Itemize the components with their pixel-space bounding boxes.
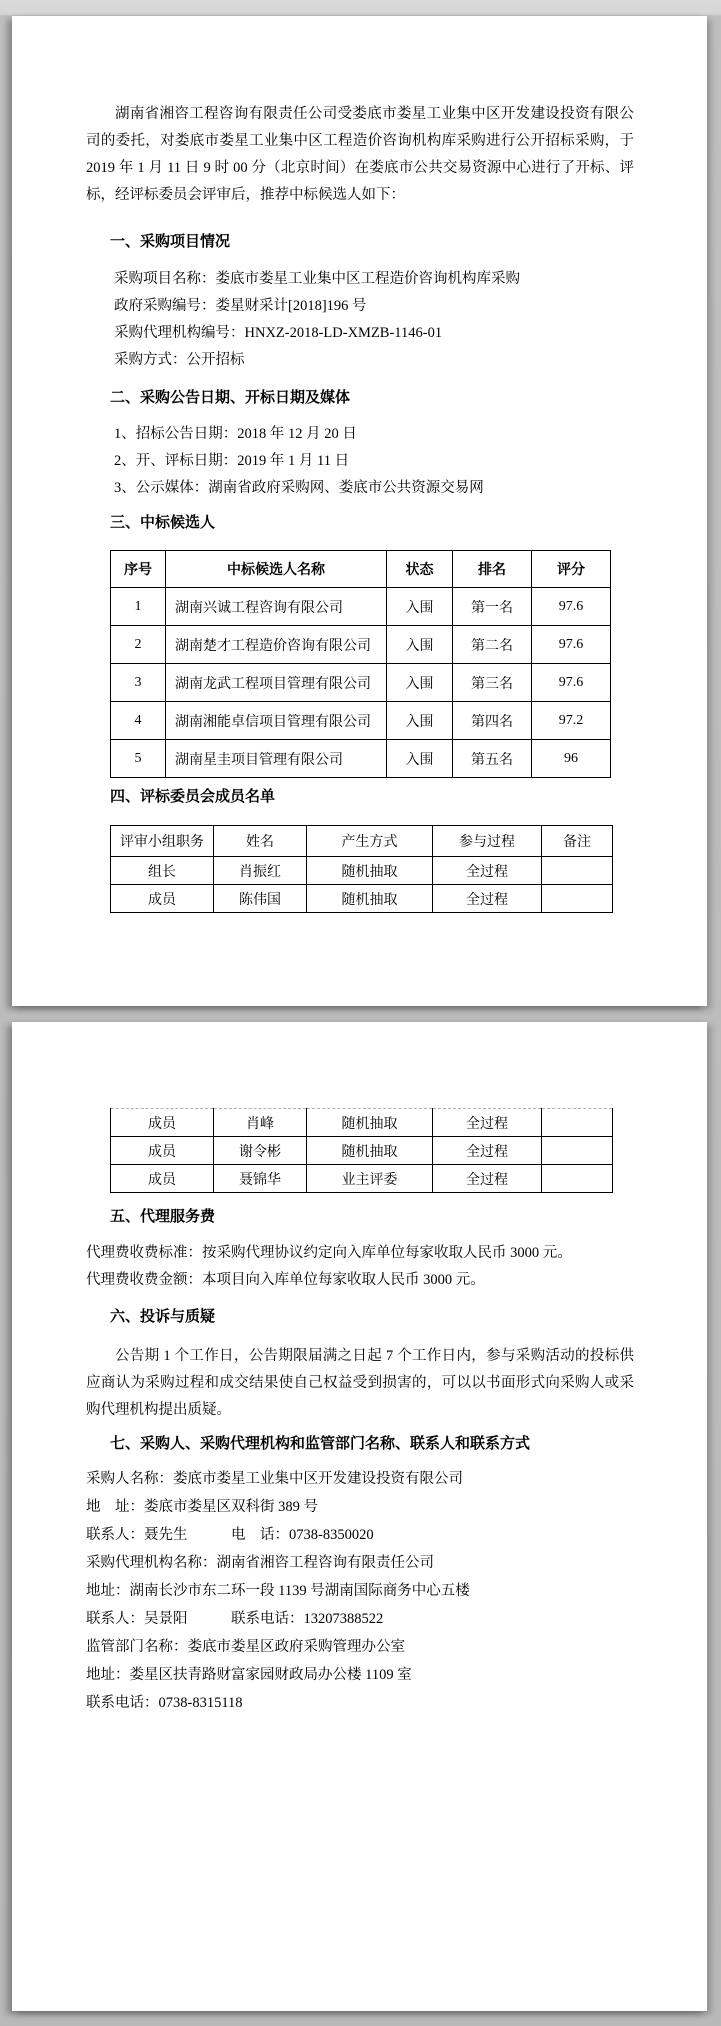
- table-cell: 入围: [387, 664, 453, 702]
- table-cell: 96: [532, 740, 611, 778]
- table-cell: 全过程: [433, 885, 542, 913]
- agency-no-line: 采购代理机构编号：HNXZ-2018-LD-XMZB-1146-01: [114, 325, 443, 341]
- table-cell: 5: [111, 740, 166, 778]
- col-header: 状态: [387, 551, 453, 588]
- section-1-body: [86, 266, 634, 374]
- agency-contact-line: 联系人：吴景阳 联系电话：13207388522: [86, 1611, 384, 1627]
- section-2-body: [86, 421, 634, 502]
- table-cell: 成员: [111, 885, 214, 913]
- table-cell: 全过程: [433, 1165, 542, 1193]
- table-cell: 第二名: [453, 626, 532, 664]
- agency-fee-standard-line: 代理费收费标准：按采购代理协议约定向入库单位每家收取人民币 3000 元。: [86, 1245, 572, 1261]
- gov-procurement-no-line: 政府采购编号：娄星财采计[2018]196 号: [114, 298, 367, 314]
- table-cell: 第五名: [453, 740, 532, 778]
- section-heading-3: 三、中标候选人: [110, 514, 216, 531]
- regulator-name-line: 监管部门名称：娄底市娄星区政府采购管理办公室: [86, 1639, 405, 1655]
- purchaser-name-line: 采购人名称：娄底市娄星工业集中区开发建设投资有限公司: [86, 1471, 463, 1487]
- table-cell: 第一名: [453, 588, 532, 626]
- table-cell: 1: [111, 588, 166, 626]
- table-cell: 全过程: [433, 1137, 542, 1165]
- col-header: 姓名: [214, 826, 307, 857]
- announce-date-line: 1、招标公告日期：2018 年 12 月 20 日: [114, 426, 357, 442]
- table-cell: 3: [111, 664, 166, 702]
- table-cell: 成员: [111, 1137, 214, 1165]
- table-row: [111, 588, 611, 626]
- table-cell: [542, 885, 613, 913]
- table-cell: 第四名: [453, 702, 532, 740]
- section-heading-5: 五、代理服务费: [110, 1208, 216, 1225]
- table-cell: 2: [111, 626, 166, 664]
- table-cell: 97.6: [532, 664, 611, 702]
- table-cell: 随机抽取: [307, 1109, 433, 1137]
- contact-info-block: [86, 1465, 634, 1717]
- intro-paragraph: 湖南省湘咨工程咨询有限责任公司受娄底市娄星工业集中区开发建设投资有限公司的委托，对娄底市娄星工业集中区工程造价咨询机构库采购进行公开招标采购，于 2019 年 1 月 11 日 9 时 00 分（北京时间）在娄底市公共交易资源中心进行了开标、评标，经评标委员会评审后，推荐中标候选人如下：: [86, 106, 634, 203]
- table-cell: 第三名: [453, 664, 532, 702]
- agency-fee-amount-line: 代理费收费金额：本项目向入库单位每家收取人民币 3000 元。: [86, 1272, 485, 1288]
- table-cell: [542, 857, 613, 885]
- table-cell: 湖南星圭项目管理有限公司: [166, 740, 387, 778]
- section-5-body: [86, 1240, 634, 1294]
- table-row: [111, 1165, 613, 1193]
- table-row: [111, 1109, 613, 1137]
- section-heading-6: 六、投诉与质疑: [110, 1308, 216, 1325]
- table-cell: 湖南龙武工程项目管理有限公司: [166, 664, 387, 702]
- media-line: 3、公示媒体：湖南省政府采购网、娄底市公共资源交易网: [114, 480, 484, 496]
- col-header: 评审小组职务: [111, 826, 214, 857]
- table-header-row: [111, 551, 611, 588]
- regulator-address-line: 地址：娄星区扶青路财富家园财政局办公楼 1109 室: [86, 1667, 412, 1683]
- table-cell: 全过程: [433, 857, 542, 885]
- table-cell: [542, 1165, 613, 1193]
- table-cell: 成员: [111, 1109, 214, 1137]
- table-row: [111, 1137, 613, 1165]
- agency-address-line: 地址：湖南长沙市东二环一段 1139 号湖南国际商务中心五楼: [86, 1583, 470, 1599]
- purchaser-address-line: 地 址：娄底市娄星区双科街 389 号: [86, 1499, 318, 1515]
- table-row: [111, 702, 611, 740]
- table-cell: [542, 1109, 613, 1137]
- table-row: [111, 626, 611, 664]
- table-cell: 肖峰: [214, 1109, 307, 1137]
- committee-table-continued: [110, 1108, 613, 1193]
- table-row: [111, 740, 611, 778]
- col-header: 排名: [453, 551, 532, 588]
- col-header: 评分: [532, 551, 611, 588]
- section-heading-2: 二、采购公告日期、开标日期及媒体: [110, 389, 351, 406]
- committee-table: [110, 825, 613, 913]
- section-heading-7: 七、采购人、采购代理机构和监管部门名称、联系人和联系方式: [110, 1435, 531, 1452]
- table-header-row: [111, 826, 613, 857]
- col-header: 中标候选人名称: [166, 551, 387, 588]
- procurement-method-line: 采购方式：公开招标: [114, 352, 245, 368]
- table-cell: 全过程: [433, 1109, 542, 1137]
- table-cell: 湖南兴诚工程咨询有限公司: [166, 588, 387, 626]
- purchaser-contact-line: 联系人：聂先生 电 话：0738-8350020: [86, 1527, 374, 1543]
- table-cell: 谢令彬: [214, 1137, 307, 1165]
- table-row: [111, 857, 613, 885]
- table-cell: 入围: [387, 588, 453, 626]
- document-page-1: [12, 16, 707, 1006]
- table-cell: 入围: [387, 740, 453, 778]
- col-header: 备注: [542, 826, 613, 857]
- table-cell: [542, 1137, 613, 1165]
- document-page-2: [12, 1022, 707, 2011]
- table-cell: 成员: [111, 1165, 214, 1193]
- complaint-paragraph: 公告期 1 个工作日，公告期限届满之日起 7 个工作日内，参与采购活动的投标供应商认为采购过程和成交结果使自己权益受到损害的，可以以书面形式向采购人或采购代理机构提出质疑。: [86, 1348, 634, 1418]
- table-cell: 随机抽取: [307, 885, 433, 913]
- table-cell: 湖南楚才工程造价咨询有限公司: [166, 626, 387, 664]
- project-name-line: 采购项目名称：娄底市娄星工业集中区工程造价咨询机构库采购: [114, 271, 520, 287]
- table-cell: 97.2: [532, 702, 611, 740]
- table-cell: 入围: [387, 626, 453, 664]
- agency-name-line: 采购代理机构名称：湖南省湘咨工程咨询有限责任公司: [86, 1555, 434, 1571]
- table-cell: 97.6: [532, 626, 611, 664]
- table-cell: 入围: [387, 702, 453, 740]
- table-cell: 组长: [111, 857, 214, 885]
- table-cell: 肖振红: [214, 857, 307, 885]
- table-cell: 湖南湘能卓信项目管理有限公司: [166, 702, 387, 740]
- candidates-table: [110, 550, 611, 778]
- regulator-phone-line: 联系电话：0738-8315118: [86, 1695, 243, 1711]
- bid-open-date-line: 2、开、评标日期：2019 年 1 月 11 日: [114, 453, 350, 469]
- table-row: [111, 664, 611, 702]
- table-cell: 聂锦华: [214, 1165, 307, 1193]
- table-cell: 4: [111, 702, 166, 740]
- table-cell: 97.6: [532, 588, 611, 626]
- section-heading-4: 四、评标委员会成员名单: [110, 788, 276, 805]
- col-header: 序号: [111, 551, 166, 588]
- col-header: 参与过程: [433, 826, 542, 857]
- table-cell: 随机抽取: [307, 1137, 433, 1165]
- table-cell: 业主评委: [307, 1165, 433, 1193]
- col-header: 产生方式: [307, 826, 433, 857]
- section-heading-1: 一、采购项目情况: [110, 233, 231, 250]
- table-cell: 陈伟国: [214, 885, 307, 913]
- table-row: [111, 885, 613, 913]
- table-cell: 随机抽取: [307, 857, 433, 885]
